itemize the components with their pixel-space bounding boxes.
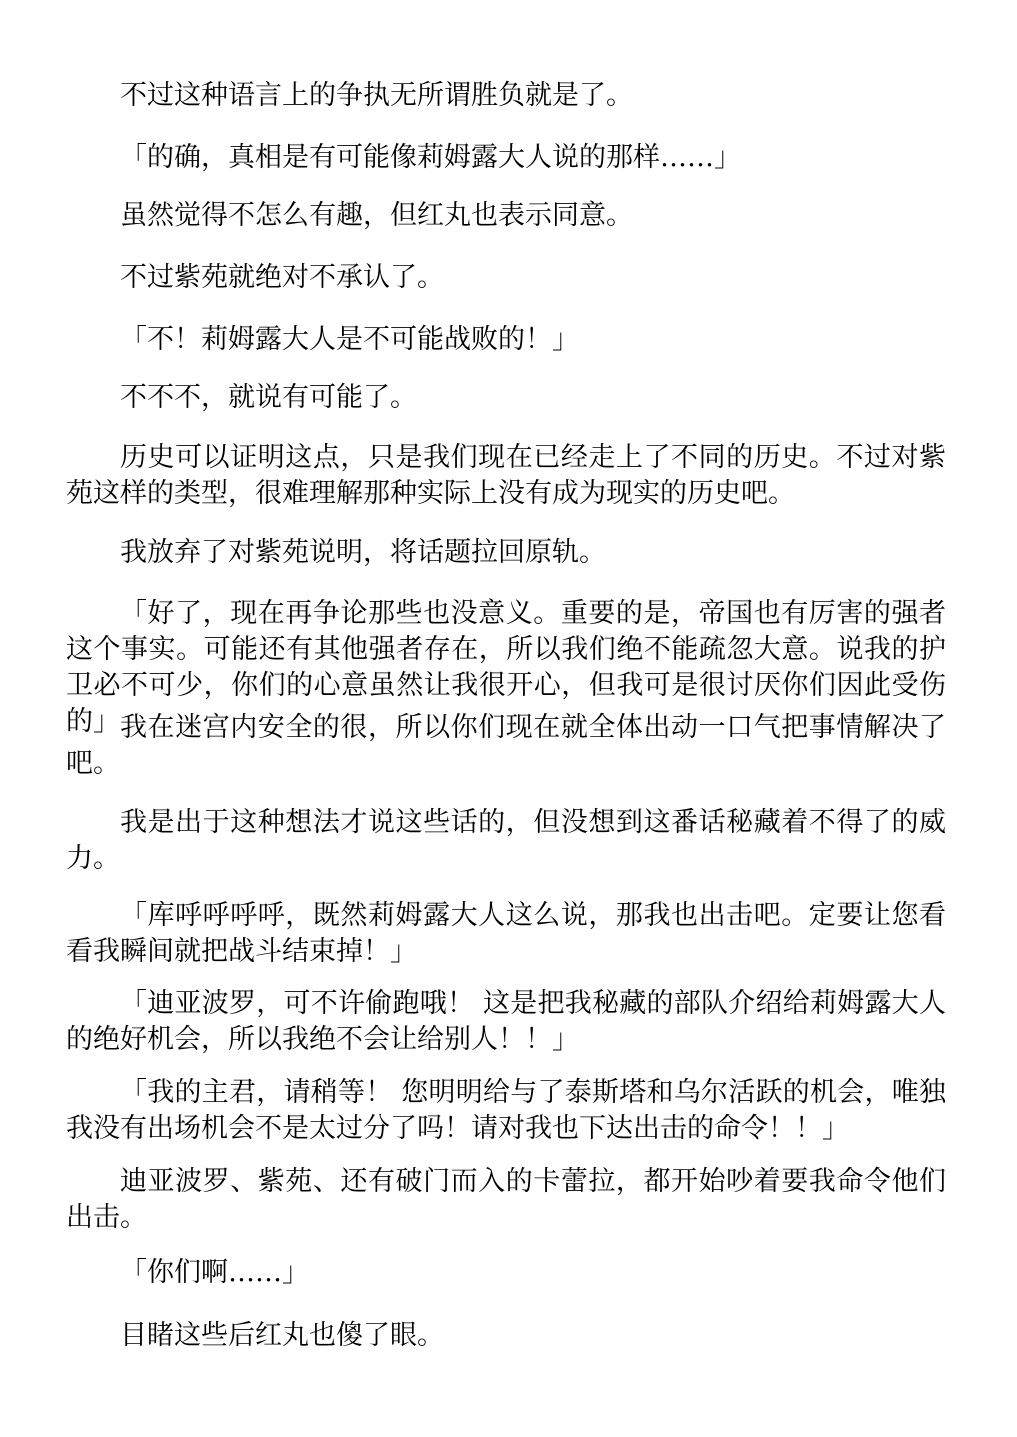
- paragraph-7: 历史可以证明这点，只是我们现在已经走上了不同的历史。不过对紫苑这样的类型，很难理解那种实际上没有成为现实的历史吧。: [66, 442, 946, 509]
- paragraph-9: 「好了，现在再争论那些也没意义。重要的是，帝国也有厉害的强者这个事实。可能还有其他强者存在，所以我们绝不能疏忽大意。说我的护卫必不可少，你们的心意虽然让我很开心，但我可是很讨厌你们因此受伤的」: [66, 598, 946, 737]
- paragraph-14: 「我的主君，请稍等！ 您明明给与了泰斯塔和乌尔活跃的机会，唯独我没有出场机会不是太过分了吗！请对我也下达出击的命令！！」: [66, 1077, 946, 1144]
- paragraph-12: 「库呼呼呼呼，既然莉姆露大人这么说，那我也出击吧。定要让您看看我瞬间就把战斗结束掉！」: [66, 900, 946, 967]
- paragraph-16: 「你们啊……」: [120, 1257, 309, 1288]
- paragraph-4: 不过紫苑就绝对不承认了。: [120, 262, 444, 293]
- paragraph-1: 不过这种语言上的争执无所谓胜负就是了。: [120, 80, 633, 111]
- paragraph-15: 迪亚波罗、紫苑、还有破门而入的卡蕾拉，都开始吵着要我命令他们出击。: [66, 1166, 946, 1233]
- paragraph-13: 「迪亚波罗，可不许偷跑哦！ 这是把我秘藏的部队介绍给莉姆露大人的绝好机会，所以我绝不会让给别人！！」: [66, 988, 946, 1055]
- paragraph-10: 我在迷宫内安全的很，所以你们现在就全体出动一口气把事情解决了吧。: [66, 712, 946, 779]
- paragraph-6: 不不不，就说有可能了。: [120, 382, 417, 413]
- paragraph-5: 「不！莉姆露大人是不可能战败的！」: [120, 324, 579, 355]
- paragraph-2: 「的确，真相是有可能像莉姆露大人说的那样……」: [120, 142, 741, 173]
- paragraph-11: 我是出于这种想法才说这些话的，但没想到这番话秘藏着不得了的威力。: [66, 807, 946, 874]
- paragraph-17: 目睹这些后红丸也傻了眼。: [120, 1320, 444, 1351]
- paragraph-3: 虽然觉得不怎么有趣，但红丸也表示同意。: [120, 200, 633, 231]
- paragraph-8: 我放弃了对紫苑说明，将话题拉回原轨。: [120, 537, 606, 568]
